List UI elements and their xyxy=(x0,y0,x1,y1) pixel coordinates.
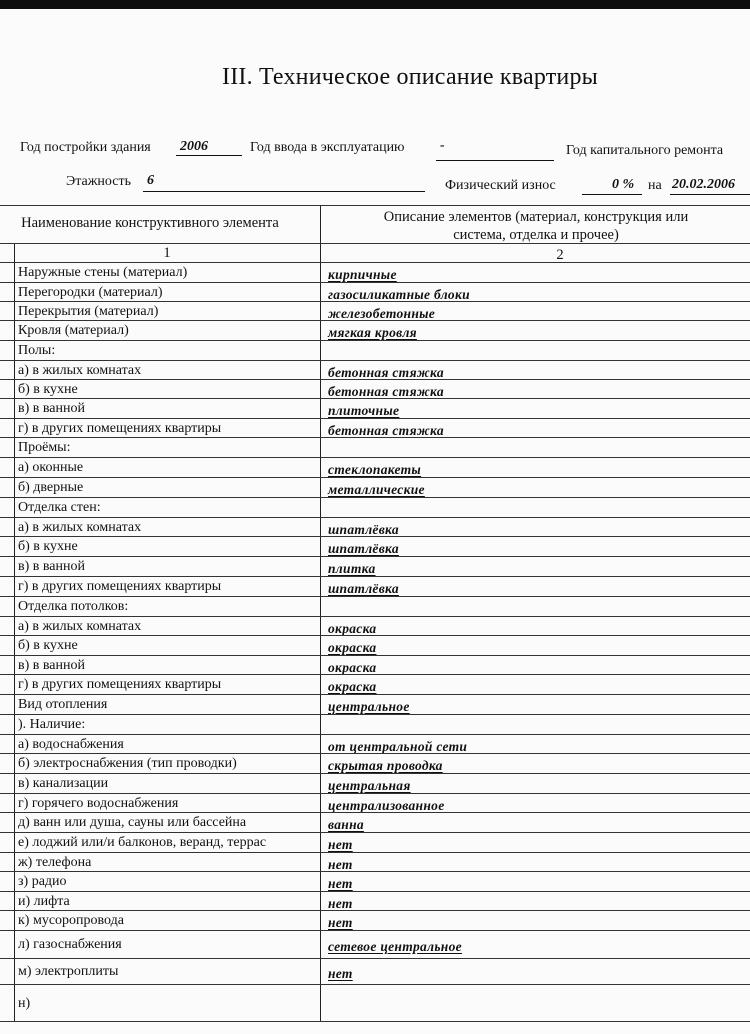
build-year-label: Год постройки здания xyxy=(20,140,151,155)
row-divider xyxy=(0,812,750,813)
overhaul-year-label: Год капитального ремонта xyxy=(566,143,724,158)
row-divider xyxy=(0,437,750,438)
row-label: б) в кухне xyxy=(18,539,78,554)
wear-underline xyxy=(582,194,642,195)
row-divider xyxy=(0,714,750,715)
row-value: централизованное xyxy=(328,798,445,813)
row-value: от центральной сети xyxy=(328,739,468,754)
header-divider xyxy=(0,243,750,244)
row-value: нет xyxy=(328,966,353,981)
page-title: III. Техническое описание квартиры xyxy=(222,64,598,90)
row-label: а) в жилых комнатах xyxy=(18,619,142,634)
wear-date-underline xyxy=(670,194,750,195)
row-label: б) электроснабжения (тип проводки) xyxy=(18,756,237,771)
row-value: окраска xyxy=(328,660,377,675)
row-label: з) радио xyxy=(18,874,67,889)
row-value: шпатлёвка xyxy=(328,541,399,556)
row-value: скрытая проводка xyxy=(328,758,443,773)
row-value: бетонная стяжка xyxy=(328,384,444,399)
row-label: а) оконные xyxy=(18,460,84,475)
floors-value: 6 xyxy=(147,173,154,188)
row-label: г) в других помещениях квартиры xyxy=(18,421,222,436)
row-value: стеклопакеты xyxy=(328,462,422,477)
row-value: металлические xyxy=(328,482,425,497)
row-value: нет xyxy=(328,896,353,911)
row-label: Перекрытия (материал) xyxy=(18,304,159,319)
row-divider xyxy=(0,616,750,617)
row-divider xyxy=(0,360,750,361)
commission-year-label: Год ввода в эксплуатацию xyxy=(250,140,405,155)
col2-header-line1: Описание элементов (материал, конструкция или xyxy=(383,209,689,225)
row-divider xyxy=(0,655,750,656)
row-label: м) электроплиты xyxy=(18,964,119,979)
build-year-value: 2006 xyxy=(180,139,208,154)
row-value: газосиликатные блоки xyxy=(328,287,470,302)
table-bottom-border xyxy=(0,1021,750,1022)
row-divider xyxy=(0,910,750,911)
row-label: а) в жилых комнатах xyxy=(18,520,142,535)
row-label: Вид отопления xyxy=(18,697,108,712)
row-divider xyxy=(0,891,750,892)
row-value: шпатлёвка xyxy=(328,581,399,596)
commission-year-value: - xyxy=(440,138,445,153)
row-label: Отделка потолков: xyxy=(18,599,129,614)
table-top-border xyxy=(0,205,750,206)
row-divider xyxy=(0,457,750,458)
row-label: л) газоснабжения xyxy=(18,937,122,952)
row-value: плиточные xyxy=(328,403,400,418)
row-label: г) в других помещениях квартиры xyxy=(18,579,222,594)
row-divider xyxy=(0,536,750,537)
row-label: г) в других помещениях квартиры xyxy=(18,677,222,692)
row-label: и) лифта xyxy=(18,894,70,909)
row-label: б) в кухне xyxy=(18,638,78,653)
row-divider xyxy=(0,958,750,959)
row-divider xyxy=(0,793,750,794)
row-label: б) в кухне xyxy=(18,382,78,397)
row-label: а) в жилых комнатах xyxy=(18,363,142,378)
row-divider xyxy=(0,832,750,833)
top-dark-bar xyxy=(0,0,750,9)
col1-number: 1 xyxy=(163,245,171,261)
row-value: бетонная стяжка xyxy=(328,365,444,380)
row-divider xyxy=(0,852,750,853)
row-value: нет xyxy=(328,915,353,930)
row-label: Наружные стены (материал) xyxy=(18,265,188,280)
row-value: шпатлёвка xyxy=(328,522,399,537)
wear-label: Физический износ xyxy=(445,178,556,193)
floors-underline xyxy=(143,191,425,192)
row-divider xyxy=(0,477,750,478)
row-value: центральное xyxy=(328,699,410,714)
row-value: нет xyxy=(328,837,353,852)
row-value: центральная xyxy=(328,778,411,793)
row-value: бетонная стяжка xyxy=(328,423,444,438)
row-divider xyxy=(0,556,750,557)
row-divider xyxy=(0,497,750,498)
row-label: д) ванн или душа, сауны или бассейна xyxy=(18,815,247,830)
row-label: б) дверные xyxy=(18,480,84,495)
row-label: ). Наличие: xyxy=(18,717,86,732)
row-divider xyxy=(0,340,750,341)
wear-value: 0 % xyxy=(612,177,635,192)
row-label: Полы: xyxy=(18,343,56,358)
row-label: в) в ванной xyxy=(18,559,85,574)
col2-header-line2: система, отделка и прочее) xyxy=(453,227,619,243)
commission-year-underline xyxy=(436,160,554,161)
row-divider xyxy=(0,753,750,754)
row-value: железобетонные xyxy=(328,306,436,321)
row-divider xyxy=(0,282,750,283)
row-value: мягкая кровля xyxy=(328,325,417,340)
row-divider xyxy=(0,635,750,636)
row-divider xyxy=(0,262,750,263)
row-value: нет xyxy=(328,876,353,891)
row-divider xyxy=(0,930,750,931)
row-value: плитка xyxy=(328,561,376,576)
col2-number: 2 xyxy=(556,247,564,263)
row-divider xyxy=(0,398,750,399)
row-label: Перегородки (материал) xyxy=(18,285,163,300)
row-value: сетевое центральное xyxy=(328,939,462,954)
row-value: нет xyxy=(328,857,353,872)
build-year-underline xyxy=(176,155,242,156)
row-divider xyxy=(0,871,750,872)
row-divider xyxy=(0,379,750,380)
column-divider xyxy=(320,205,321,1021)
row-divider xyxy=(0,576,750,577)
row-value: кирпичные xyxy=(328,267,397,282)
row-divider xyxy=(0,674,750,675)
row-label: Кровля (материал) xyxy=(18,323,129,338)
on-label: на xyxy=(648,178,662,193)
row-label: г) горячего водоснабжения xyxy=(18,796,179,811)
row-value: окраска xyxy=(328,621,377,636)
row-label: н) xyxy=(18,996,31,1011)
row-divider xyxy=(0,301,750,302)
row-label: Отделка стен: xyxy=(18,500,101,515)
wear-date: 20.02.2006 xyxy=(672,177,735,192)
row-divider xyxy=(0,517,750,518)
row-value: окраска xyxy=(328,679,377,694)
row-value: ванна xyxy=(328,817,364,832)
row-divider xyxy=(0,694,750,695)
row-divider xyxy=(0,984,750,985)
row-divider xyxy=(0,596,750,597)
row-label: в) в ванной xyxy=(18,401,85,416)
row-divider xyxy=(0,320,750,321)
row-value: окраска xyxy=(328,640,377,655)
col1-header: Наименование конструктивного элемента xyxy=(21,215,279,231)
row-label: Проёмы: xyxy=(18,440,71,455)
row-divider xyxy=(0,773,750,774)
row-label: в) канализации xyxy=(18,776,109,791)
row-divider xyxy=(0,418,750,419)
floors-label: Этажность xyxy=(66,174,131,189)
row-divider xyxy=(0,734,750,735)
row-label: а) водоснабжения xyxy=(18,737,124,752)
row-label: ж) телефона xyxy=(18,855,92,870)
row-label: е) лоджий или/и балконов, веранд, террас xyxy=(18,835,267,850)
row-label: к) мусоропровода xyxy=(18,913,124,928)
row-label: в) в ванной xyxy=(18,658,85,673)
